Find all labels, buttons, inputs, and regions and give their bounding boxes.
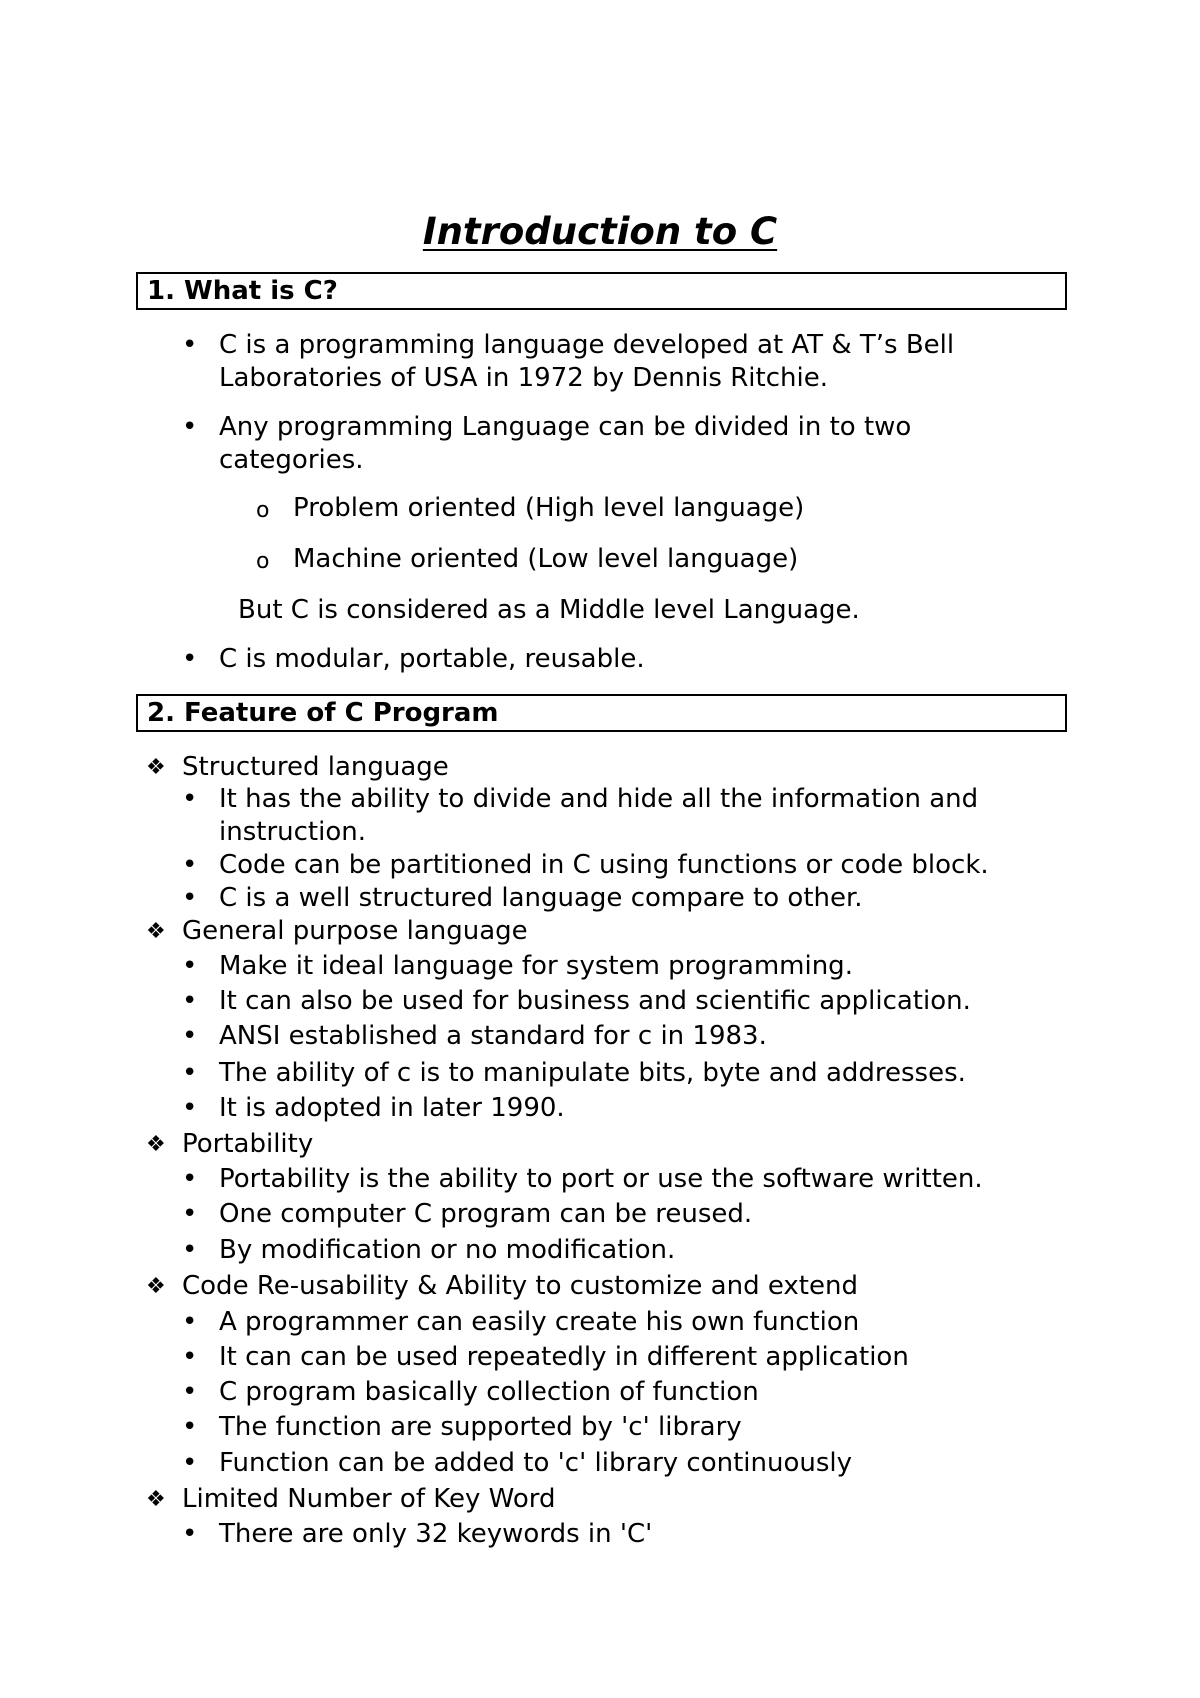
bullet-icon: •	[182, 1164, 198, 1194]
s2-reuse-label: Code Re-usability & Ability to customize and extend	[182, 1271, 858, 1301]
s2-general-item: ANSI established a standard for c in 1983.	[219, 1021, 767, 1051]
s2-portability-item: One computer C program can be reused.	[219, 1199, 753, 1229]
bullet-icon: •	[182, 1021, 198, 1051]
s2-reuse-item: It can can be used repeatedly in different application	[219, 1342, 909, 1372]
diamond-bullet-icon: ❖	[146, 919, 166, 944]
s2-portability-item: Portability is the ability to port or use the software written.	[219, 1164, 983, 1194]
bullet-icon: •	[182, 1307, 198, 1337]
s2-keywords-item: There are only 32 keywords in 'C'	[219, 1519, 653, 1549]
s1-sub1: Problem oriented (High level language)	[293, 493, 805, 523]
bullet-icon: •	[182, 883, 198, 913]
diamond-bullet-icon: ❖	[146, 1274, 166, 1299]
bullet-icon: •	[182, 1342, 198, 1372]
s2-general-item: It is adopted in later 1990.	[219, 1093, 565, 1123]
bullet-icon: •	[182, 1519, 198, 1549]
document-title: Introduction to C	[422, 210, 778, 253]
s1-bullet3: C is modular, portable, reusable.	[219, 644, 645, 674]
section-2-heading: 2. Feature of C Program	[136, 694, 1067, 732]
s1-bullet2-line1: Any programming Language can be divided in to two	[219, 412, 912, 442]
s1-bullet1-line1: C is a programming language developed at AT & T’s Bell	[219, 330, 955, 360]
s1-bullet1-line2: Laboratories of USA in 1972 by Dennis Ritchie.	[219, 363, 828, 393]
section-1-heading: 1. What is C?	[136, 272, 1067, 310]
s1-note: But C is considered as a Middle level Language.	[238, 595, 860, 625]
bullet-icon: •	[182, 1093, 198, 1123]
s2-general-label: General purpose language	[182, 916, 528, 946]
bullet-icon: •	[182, 1199, 198, 1229]
s2-portability-label: Portability	[182, 1129, 314, 1159]
s2-reuse-item: A programmer can easily create his own function	[219, 1307, 860, 1337]
sub-bullet-icon: o	[256, 549, 270, 574]
bullet-icon: •	[182, 1412, 198, 1442]
bullet-icon: •	[182, 412, 198, 442]
s2-structured-item: instruction.	[219, 817, 366, 847]
s2-reuse-item: C program basically collection of function	[219, 1377, 759, 1407]
bullet-icon: •	[182, 1058, 198, 1088]
bullet-icon: •	[182, 784, 198, 814]
diamond-bullet-icon: ❖	[146, 755, 166, 780]
bullet-icon: •	[182, 1377, 198, 1407]
diamond-bullet-icon: ❖	[146, 1487, 166, 1512]
s2-structured-label: Structured language	[182, 752, 449, 782]
s2-structured-item: It has the ability to divide and hide all the information and	[219, 784, 979, 814]
bullet-icon: •	[182, 1448, 198, 1478]
s2-general-item: The ability of c is to manipulate bits, byte and addresses.	[219, 1058, 966, 1088]
bullet-icon: •	[182, 330, 198, 360]
s2-reuse-item: Function can be added to 'c' library continuously	[219, 1448, 853, 1478]
s2-reuse-item: The function are supported by 'c' library	[219, 1412, 742, 1442]
s1-bullet2-line2: categories.	[219, 445, 364, 475]
bullet-icon: •	[182, 644, 198, 674]
s2-structured-item: C is a well structured language compare to other.	[219, 883, 863, 913]
bullet-icon: •	[182, 951, 198, 981]
sub-bullet-icon: o	[256, 498, 270, 523]
bullet-icon: •	[182, 986, 198, 1016]
s2-structured-item: Code can be partitioned in C using functions or code block.	[219, 850, 989, 880]
s1-sub2: Machine oriented (Low level language)	[293, 544, 799, 574]
diamond-bullet-icon: ❖	[146, 1132, 166, 1157]
s2-general-item: Make it ideal language for system programming.	[219, 951, 853, 981]
bullet-icon: •	[182, 850, 198, 880]
bullet-icon: •	[182, 1235, 198, 1265]
s2-keywords-label: Limited Number of Key Word	[182, 1484, 556, 1514]
s2-portability-item: By modification or no modification.	[219, 1235, 676, 1265]
s2-general-item: It can also be used for business and scientific application.	[219, 986, 971, 1016]
